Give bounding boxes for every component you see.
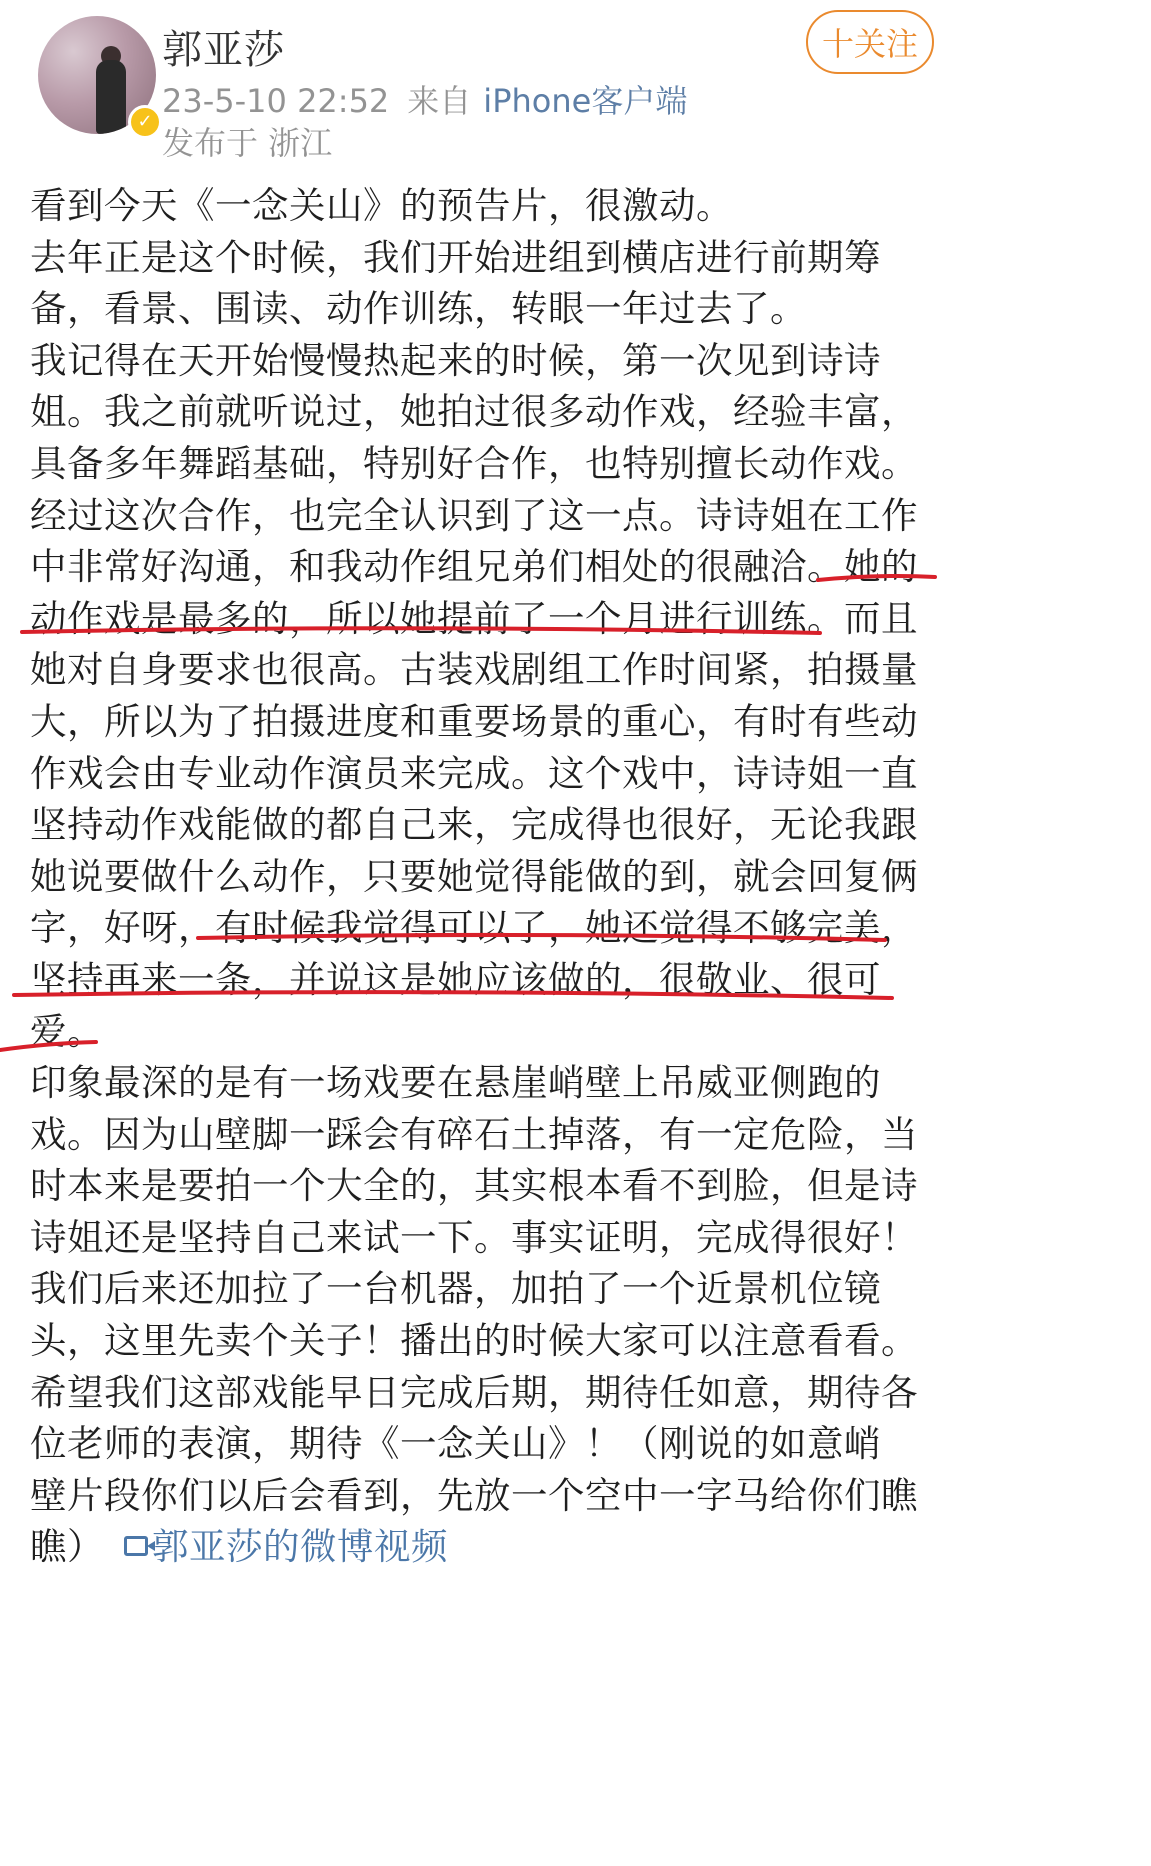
post-line: 去年正是这个时候，我们开始进组到横店进行前期筹	[30, 235, 881, 279]
post-line: 希望我们这部戏能早日完成后期，期待任如意，期待各	[30, 1370, 918, 1414]
source-prefix: 来自	[407, 82, 472, 120]
post-line: 戏。因为山壁脚一踩会有碎石土掉落，有一定危险，当	[30, 1112, 918, 1156]
post-header	[0, 0, 1151, 180]
verified-badge-icon: ✓	[128, 105, 162, 139]
post-line: 中非常好沟通，和我动作组兄弟们相处的很融洽。她的	[30, 545, 918, 589]
post-line: 她说要做什么动作，只要她觉得能做的到，就会回复俩	[30, 854, 918, 898]
post-line: 作戏会由专业动作演员来完成。这个戏中，诗诗姐一直	[30, 751, 918, 795]
post-meta	[162, 76, 687, 122]
post-line: 她对自身要求也很高。古装戏剧组工作时间紧，拍摄量	[30, 648, 918, 692]
author-name[interactable]: 郭亚莎	[162, 27, 285, 73]
post-line: 动作戏是最多的，所以她提前了一个月进行训练。而且	[30, 596, 918, 640]
post-line: 我们后来还加拉了一台机器，加拍了一个近景机位镜	[30, 1267, 881, 1311]
post-line: 时本来是要拍一个大全的，其实根本看不到脸，但是诗	[30, 1164, 918, 1208]
post-line: 位老师的表演，期待《一念关山》！（刚说的如意峭	[30, 1422, 881, 1466]
post-line: 爱。	[30, 1009, 104, 1053]
post-content	[30, 180, 942, 1573]
post-line: 坚持动作戏能做的都自己来，完成得也很好，无论我跟	[30, 803, 918, 847]
post-line: 坚持再来一条，并说这是她应该做的，很敬业、很可	[30, 957, 881, 1001]
post-line: 具备多年舞蹈基础，特别好合作，也特别擅长动作戏。	[30, 441, 918, 485]
post-line-text: 瞧）	[30, 1525, 104, 1569]
post-line: 看到今天《一念关山》的预告片，很激动。	[30, 184, 733, 227]
post-location: 发布于 浙江	[162, 124, 333, 162]
post-line: 头，这里先卖个关子！播出的时候大家可以注意看看。	[30, 1319, 918, 1363]
post-time: 23-5-10 22:52	[162, 82, 390, 120]
post-line: 诗姐还是坚持自己来试一下。事实证明，完成得很好！	[30, 1215, 918, 1259]
follow-button[interactable]: 十关注	[806, 10, 934, 74]
source-link[interactable]: iPhone客户端	[483, 82, 688, 120]
post-line-last	[30, 1521, 942, 1573]
post-line: 我记得在天开始慢慢热起来的时候，第一次见到诗诗	[30, 338, 881, 382]
post-line: 大，所以为了拍摄进度和重要场景的重心，有时有些动	[30, 699, 918, 743]
avatar-figure-body	[96, 60, 126, 134]
video-camera-icon	[124, 1536, 148, 1556]
post-line: 壁片段你们以后会看到，先放一个空中一字马给你们瞧	[30, 1473, 918, 1517]
post-line: 字，好呀，有时候我觉得可以了，她还觉得不够完美，	[30, 906, 918, 950]
post-line: 印象最深的是有一场戏要在悬崖峭壁上吊威亚侧跑的	[30, 1061, 881, 1105]
post-line: 姐。我之前就听说过，她拍过很多动作戏，经验丰富，	[30, 390, 918, 434]
video-link-label: 郭亚莎的微博视频	[152, 1525, 448, 1569]
video-link[interactable]	[124, 1525, 448, 1568]
post-line: 备，看景、围读、动作训练，转眼一年过去了。	[30, 287, 807, 331]
post-line: 经过这次合作，也完全认识到了这一点。诗诗姐在工作	[30, 493, 918, 537]
